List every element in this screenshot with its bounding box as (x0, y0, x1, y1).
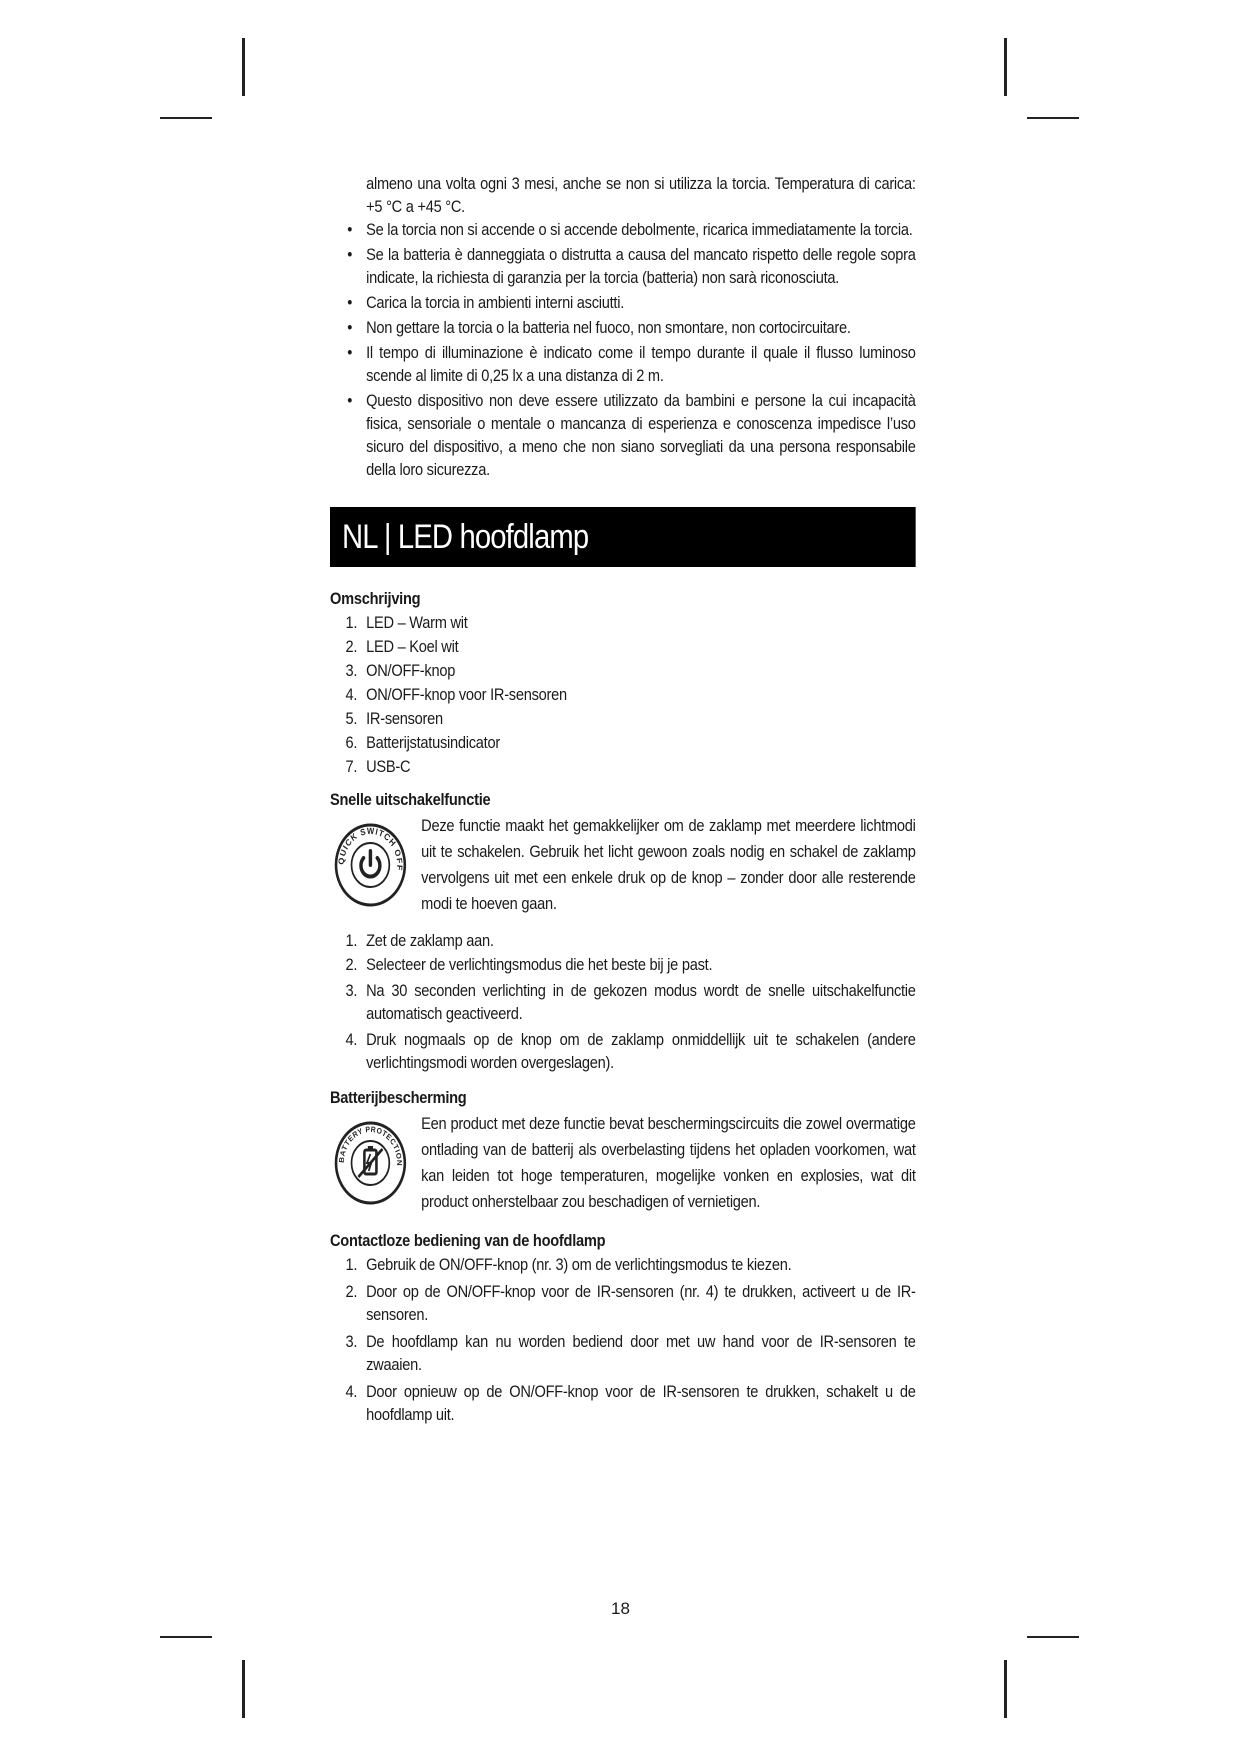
contactloze-steps (330, 1253, 916, 1426)
list-item: • Se la batteria è danneggiata o distrutta a causa del mancato rispetto delle regole sopra indicate, la richiesta di garanzia per la torcia (batteria) non sarà riconosciuta. (330, 243, 916, 289)
contactloze-heading: Contactloze bediening van de hoofdlamp (330, 1231, 606, 1250)
list-item: 3. ON/OFF-knop (345, 661, 456, 680)
italian-bullet-list (330, 218, 916, 481)
crop-mark (1004, 38, 1007, 96)
list-item: 4. Door opnieuw op de ON/OFF-knop voor de IR-sensoren te drukken, schakelt u de hoofdlamp uit. (345, 1382, 916, 1424)
italian-continuation: almeno una volta ogni 3 mesi, anche se non si utilizza la torcia. Temperatura di carica: +5 °C a +45 °C. (366, 174, 916, 216)
list-item: 4. ON/OFF-knop voor IR-sensoren (345, 685, 567, 704)
snelle-paragraph: Deze functie maakt het gemakkelijker om de zaklamp met meerdere lichtmodi uit te schakelen. Gebruik het licht gewoon zoals nodig en schakel de zaklamp vervolgens uit met een enkele druk op de knop – zonder door alle resterende modi te hoeven gaan. (421, 816, 916, 913)
list-item: 1. Zet de zaklamp aan. (345, 931, 494, 950)
page-number: 18 (611, 1599, 630, 1618)
list-item: 2. Selecteer de verlichtingsmodus die het beste bij je past. (345, 955, 713, 974)
battery-protection-icon (333, 1120, 407, 1206)
snelle-heading: Snelle uitschakelfunctie (330, 790, 491, 809)
batterij-feature (330, 1111, 916, 1215)
omschrijving-list (330, 611, 916, 778)
omschrijving-heading: Omschrijving (330, 589, 421, 608)
svg-text:QUICK SWITCH OFF: QUICK SWITCH OFF (336, 825, 405, 872)
list-item: 1. Gebruik de ON/OFF-knop (nr. 3) om de verlichtingsmodus te kiezen. (345, 1255, 792, 1274)
crop-mark (242, 1660, 245, 1718)
batterij-heading: Batterijbescherming (330, 1088, 467, 1107)
quick-switch-off-icon (333, 822, 407, 908)
snelle-steps (330, 929, 916, 1074)
list-item: • Questo dispositivo non deve essere utilizzato da bambini e persone la cui incapacità fisica, sensoriale o mentale o mancanza di esperienza e conoscenza impedisce l’uso sicuro del dispositivo, a meno che non siano sorvegliati da una persona responsabile della loro sicurezza. (330, 389, 916, 481)
snelle-feature (330, 813, 916, 917)
list-item: • Non gettare la torcia o la batteria nel fuoco, non smontare, non cortocircuitare. (330, 316, 916, 339)
crop-mark (242, 38, 245, 96)
list-item: 6. Batterijstatusindicator (345, 733, 500, 752)
crop-mark (1004, 1660, 1007, 1718)
list-item: 5. IR-sensoren (345, 709, 443, 728)
list-item: 7. USB-C (345, 757, 411, 776)
section-banner: NL | LED hoofdlamp (330, 507, 916, 567)
list-item: • Carica la torcia in ambienti interni asciutti. (330, 291, 916, 314)
crop-mark (160, 1636, 212, 1638)
list-item: 2. LED – Koel wit (345, 637, 459, 656)
list-item: 4. Druk nogmaals op de knop om de zaklamp onmiddellijk uit te schakelen (andere verlichtingsmodi worden overgeslagen). (345, 1030, 916, 1072)
list-item: 2. Door op de ON/OFF-knop voor de IR-sensoren (nr. 4) te drukken, activeert u de IR-sensoren. (345, 1282, 916, 1324)
page-content (330, 172, 916, 1427)
batterij-paragraph: Een product met deze functie bevat beschermingscircuits die zowel overmatige ontlading van de batterij als overbelasting tijdens het opladen voorkomen, wat kan leiden tot hoge temperaturen, mogelijke vonken en explosies, wat dit product onherstelbaar zou beschadigen of vernietigen. (421, 1114, 916, 1211)
svg-text:BATTERY PROTECTION: BATTERY PROTECTION (337, 1124, 404, 1167)
crop-mark (1027, 117, 1079, 119)
list-item: • Il tempo di illuminazione è indicato come il tempo durante il quale il flusso luminoso scende al limite di 0,25 lx a una distanza di 2 m. (330, 341, 916, 387)
list-item: • Se la torcia non si accende o si accende debolmente, ricarica immediatamente la torcia. (330, 218, 916, 241)
crop-mark (1027, 1636, 1079, 1638)
list-item: 3. De hoofdlamp kan nu worden bediend door met uw hand voor de IR-sensoren te zwaaien. (345, 1332, 916, 1374)
crop-mark (160, 117, 212, 119)
list-item: 3. Na 30 seconden verlichting in de gekozen modus wordt de snelle uitschakelfunctie automatisch geactiveerd. (345, 981, 916, 1023)
list-item: 1. LED – Warm wit (345, 613, 468, 632)
